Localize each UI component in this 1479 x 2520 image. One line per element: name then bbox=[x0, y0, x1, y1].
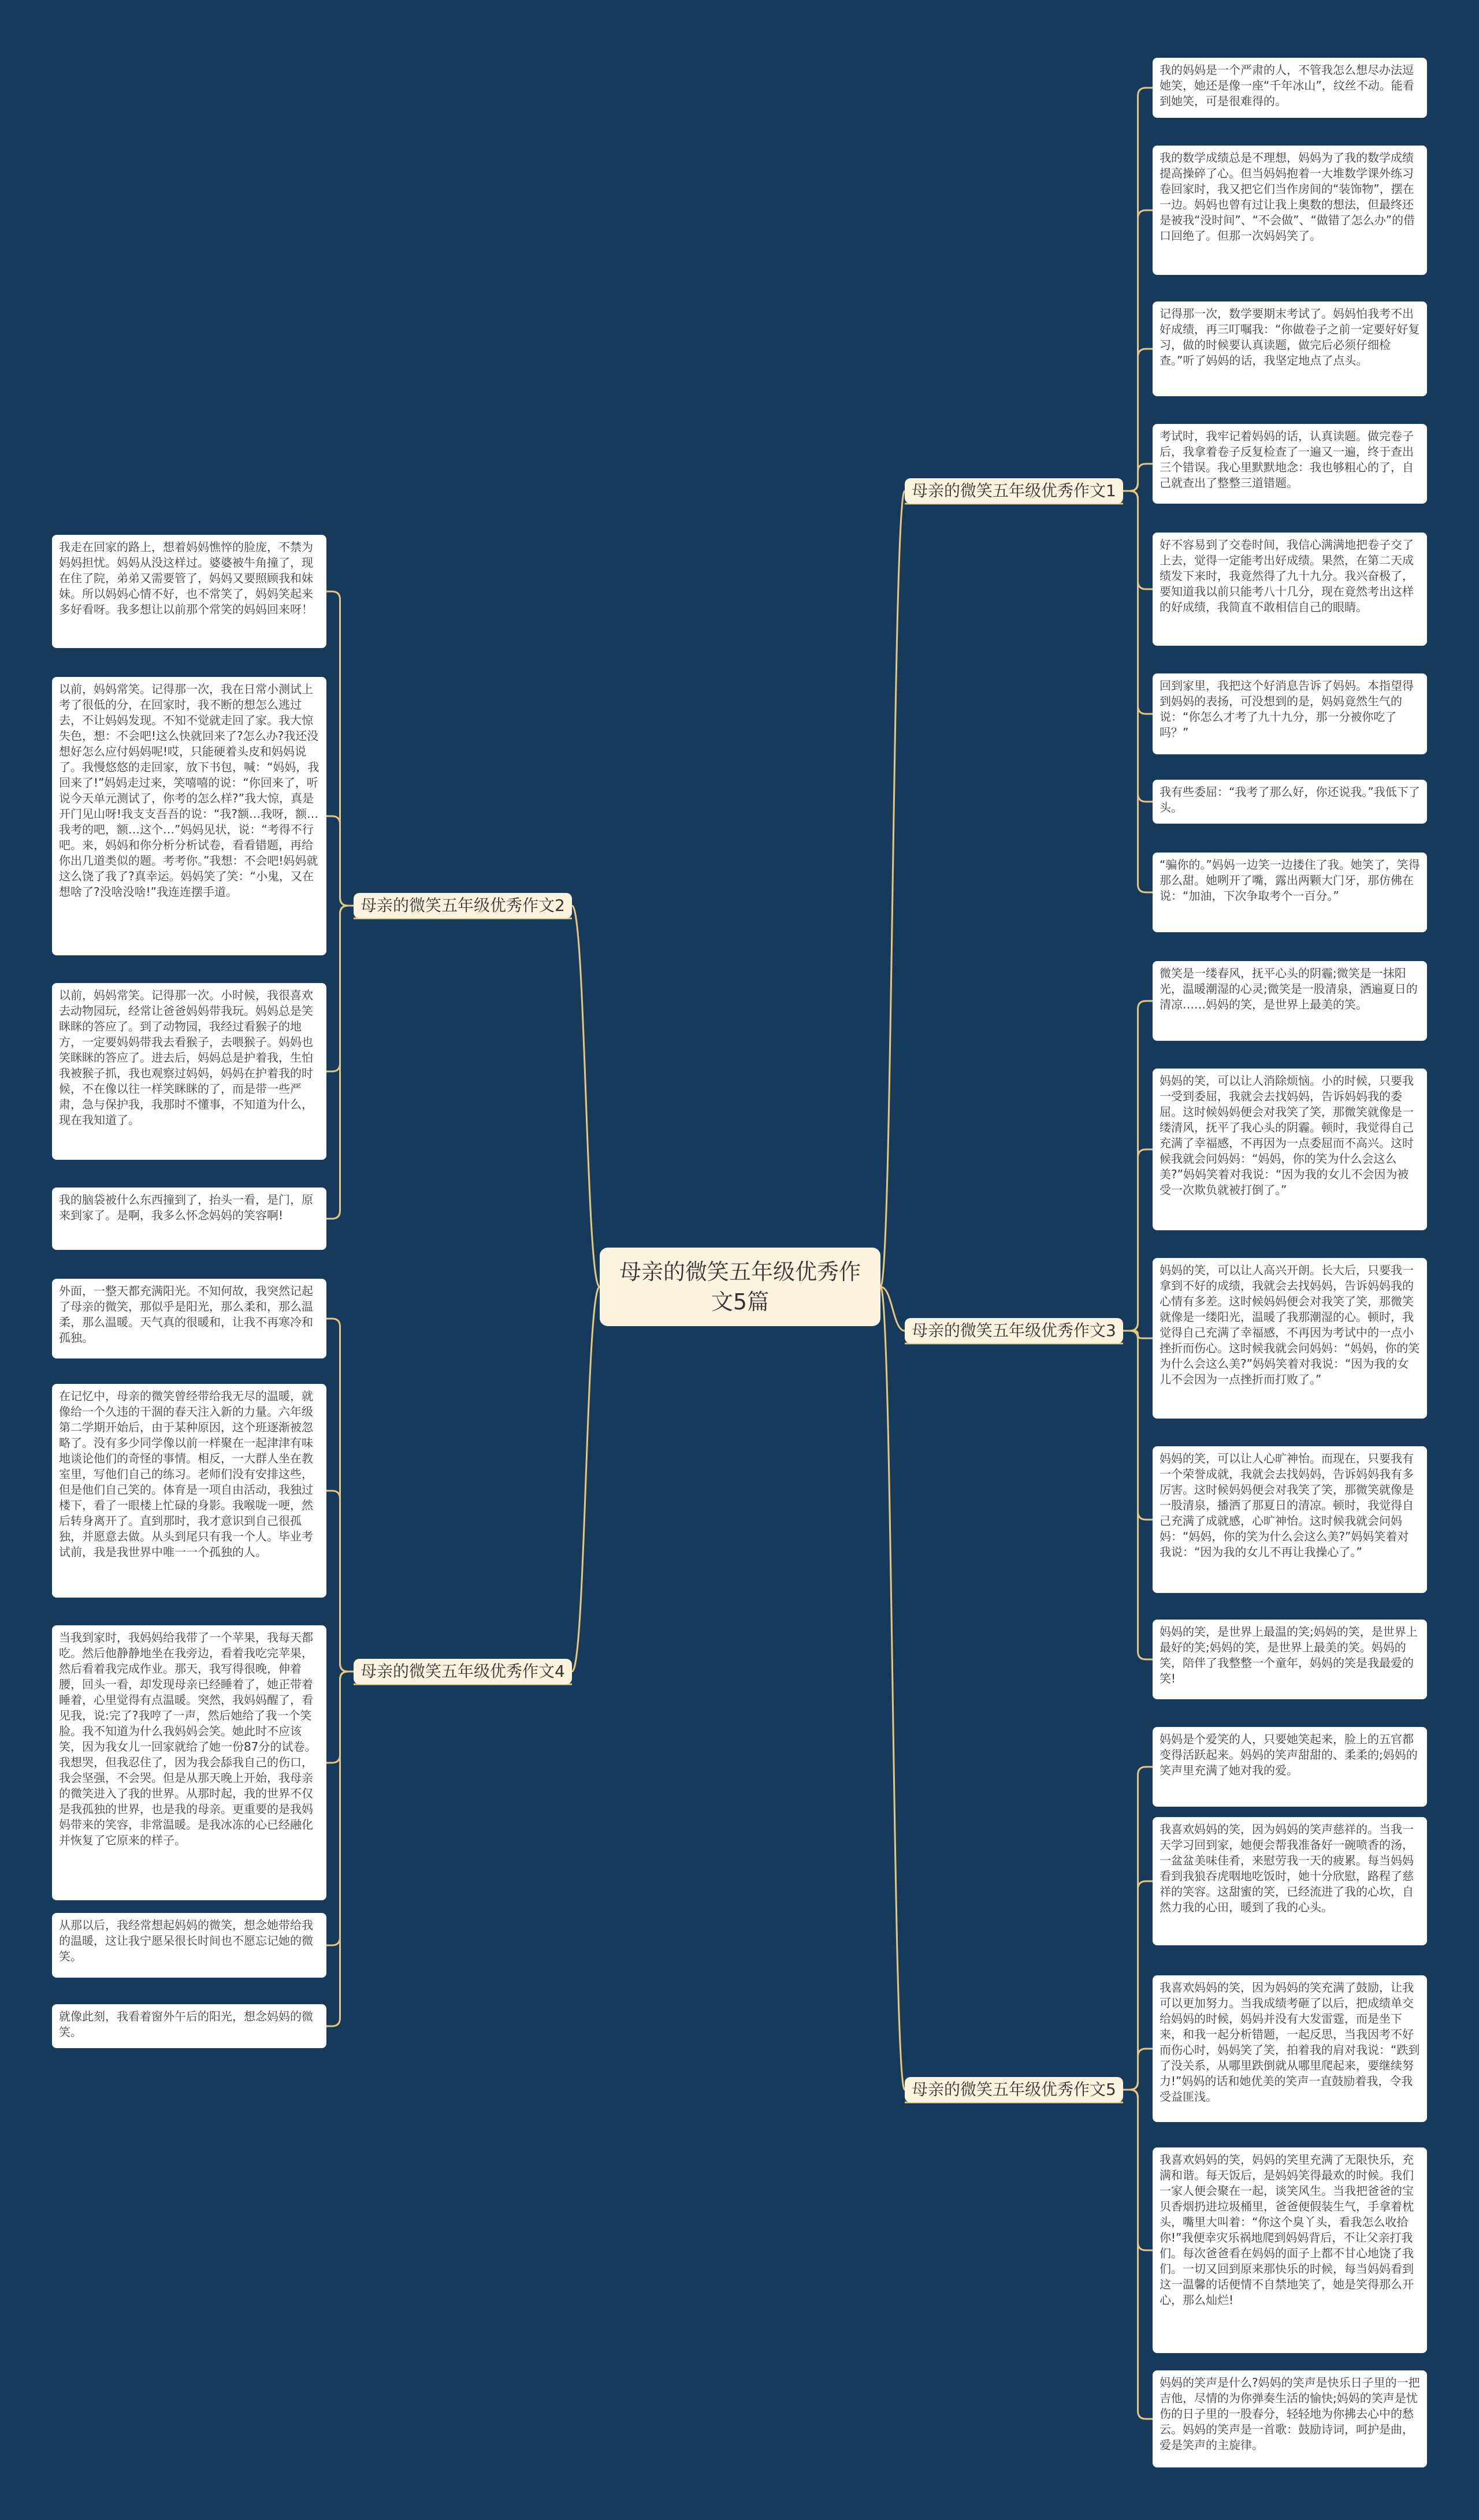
connector-branch-2-leaf-2 bbox=[326, 816, 354, 906]
connector-branch-1-leaf-4 bbox=[1123, 464, 1153, 491]
leaf-node-1-2[interactable] bbox=[1153, 146, 1427, 275]
leaf-text: 好不容易到了交卷时间，我信心满满地把卷子交了上去，觉得一定能考出好成绩。果然，在第二天成绩发下来时，我竟然得了九十九分。我兴奋极了，要知道我以前只能考八十几分，现在竟然考出这样的好成绩，我简直不敢相信自己的眼睛。 bbox=[1160, 538, 1414, 614]
branch-node-4[interactable] bbox=[354, 1659, 572, 1684]
connector-branch-4-leaf-5 bbox=[326, 1672, 354, 2026]
leaf-node-3-1[interactable] bbox=[1153, 961, 1427, 1041]
branch-label: 母亲的微笑五年级优秀作文3 bbox=[912, 1321, 1116, 1340]
leaf-node-2-2[interactable] bbox=[52, 677, 326, 955]
connector-branch-3-leaf-5 bbox=[1123, 1331, 1153, 1659]
leaf-text: 就像此刻，我看着窗外午后的阳光，想念妈妈的微笑。 bbox=[59, 2009, 313, 2039]
leaf-text: 我的数学成绩总是不理想，妈妈为了我的数学成绩提高操碎了心。但当妈妈抱着一大堆数学课外练习卷回家时，我又把它们当作房间的“装饰物”，摆在一边。妈妈也曾有过让我上奥数的想法，但最终还是被我“没时间”、“不会做”、“做错了怎么办”的借口回绝了。但那一次妈妈笑了。 bbox=[1160, 151, 1415, 243]
connector-root-branch-4 bbox=[572, 1287, 600, 1672]
leaf-node-4-3[interactable] bbox=[52, 1625, 326, 1900]
leaf-text: 我的妈妈是一个严肃的人，不管我怎么想尽办法逗她笑，她还是像一座“千年冰山”，纹丝不动。能看到她笑，可是很难得的。 bbox=[1160, 63, 1414, 108]
leaf-text: 回到家里，我把这个好消息告诉了妈妈。本指望得到妈妈的表扬，可没想到的是，妈妈竟然生气的说：“你怎么才考了九十九分，那一分被你吃了吗？” bbox=[1160, 679, 1414, 739]
leaf-text: 在记忆中，母亲的微笑曾经带给我无尽的温暖，就像给一个久违的干涸的春天注入新的力量。六年级第二学期开始后，由于某种原因，这个班逐渐被忽略了。没有多少同学像以前一样聚在一起津津有味地谈论他们的奇怪的事情。相反，一大群人坐在教室里，写他们自己的练习。老师们没有安排这些，但是他们自己笑的。体育是一项自由活动，我独过楼下，看了一眼楼上忙碌的身影。我喉咙一哽，然后转身离开了。直到那时，我才意识到自己很孤独，并愿意去做。从头到尾只有我一个人。毕业考试前，我是我世界中唯一一个孤独的人。 bbox=[59, 1389, 313, 1559]
leaf-text: 以前，妈妈常笑。记得那一次，我在日常小测试上考了很低的分，在回家时，我不断的想怎么逃过去，不让妈妈发现。不知不觉就走回了家。我大惊失色，想：不会吧!这么快就回来了?怎么办?我还没想好怎么应付妈妈呢!哎，只能硬着头皮和妈妈说了。我慢悠悠的走回家，放下书包，喊：“妈妈，我回来了!”妈妈走过来，笑嘻嘻的说：“你回来了，听说今天单元测试了，你考的怎么样?”我大惊，真是开门见山呀!我支支吾吾的说：“我?额…我呀，额…我考的吧，额…这个…”妈妈见状，说：“考得不行吧。来，妈妈和你分析分析试卷，看看错题，再给你出几道类似的题。考考你。”我想：不会吧!妈妈就这么饶了我了?真幸运。妈妈笑了笑：“小鬼，又在想啥了?没啥没啥!”我连连摆手道。 bbox=[59, 682, 319, 899]
leaf-text: 记得那一次，数学要期末考试了。妈妈怕我考不出好成绩，再三叮嘱我：“你做卷子之前一定要好好复习，做的时候要认真读题，做完后必须仔细检查。”听了妈妈的话，我坚定地点了点头。 bbox=[1160, 307, 1420, 367]
leaf-text: 妈妈的笑声是什么?妈妈的笑声是快乐日子里的一把吉他，尽情的为你弹奏生活的愉快;妈妈的笑声是忧伤的日子里的一股春分，轻轻地为你拂去心中的愁云。妈妈的笑声是一首歌：鼓励诗词，呵护是曲，爱是笑声的主旋律。 bbox=[1160, 2376, 1420, 2452]
connector-root-branch-5 bbox=[880, 1287, 905, 2090]
leaf-text: 我喜欢妈妈的笑，妈妈的笑里充满了无限快乐，充满和谐。每天饭后，是妈妈笑得最欢的时候。我们一家人便会聚在一起，谈笑风生。当我把爸爸的宝贝香烟扔进垃圾桶里，爸爸便假装生气，手拿着枕头，嘴里大叫着：“你这个臭丫头，看我怎么收拾你!”我便幸灾乐祸地爬到妈妈背后，不让父亲打我们。每次爸爸看在妈妈的面子上都不甘心地饶了我们。一切又回到原来那快乐的时候，每当妈妈看到这一温馨的话便情不自禁地笑了，她是笑得那么开心，那么灿烂! bbox=[1160, 2153, 1414, 2307]
leaf-text: 微笑是一缕春风，抚平心头的阴霾;微笑是一抹阳光，温暖潮湿的心灵;微笑是一股清泉，洒遍夏日的清凉……妈妈的笑，是世界上最美的笑。 bbox=[1160, 966, 1418, 1011]
leaf-text: 妈妈的笑，可以让人消除烦恼。小的时候，只要我一受到委屈，我就会去找妈妈，告诉妈妈我的委屈。这时候妈妈便会对我笑了笑，那微笑就像是一缕清风，抚平了我心头的阴霾。顿时，我觉得自己充满了幸福感，不再因为一点委屈而不高兴。这时候我就会问妈妈：“妈妈，你的笑为什么会这么美?”妈妈笑着对我说：“因为我的女儿不会因为被受一次欺负就被打倒了。” bbox=[1160, 1074, 1414, 1197]
leaf-text: “骗你的。”妈妈一边笑一边搂住了我。她笑了，笑得那么甜。她咧开了嘴，露出两颗大门牙，那仿佛在说：“加油，下次争取考个一百分。” bbox=[1160, 858, 1420, 903]
leaf-node-1-1[interactable] bbox=[1153, 58, 1427, 118]
leaf-node-1-7[interactable] bbox=[1153, 780, 1427, 824]
leaf-text: 当我到家时，我妈妈给我带了一个苹果，我每天都吃。然后他静静地坐在我旁边，看着我吃完苹果，然后看着我完成作业。那天，我写得很晚，伸着腰，回头一看，却发现母亲已经睡着了，她正带着睡着，心里觉得有点温暖。突然，我妈妈醒了，看见我，说:完了?我哼了一声，然后她给了我一个笑脸。我不知道为什么我妈妈会笑。她此时不应该笑，因为我女儿一回家就给了她一份87分的试卷。我想哭，但我忍住了，因为我会舔我自己的伤口，我会坚强，不会哭。但是从那天晚上开始，我母亲的微笑进入了我的世界。从那时起，我的世界不仅是我孤独的世界，也是我的母亲。更重要的是我妈妈带来的笑容，非常温暖。是我冰冻的心已经融化并恢复了它原来的样子。 bbox=[59, 1631, 317, 1847]
leaf-node-5-1[interactable] bbox=[1153, 1727, 1427, 1807]
branch-label: 母亲的微笑五年级优秀作文1 bbox=[912, 481, 1116, 500]
leaf-text: 我的脑袋被什么东西撞到了，抬头一看，是门，原来到家了。是啊，我多么怀念妈妈的笑容啊! bbox=[59, 1193, 313, 1222]
leaf-text: 妈妈的笑，是世界上最温的笑;妈妈的笑，是世界上最好的笑;妈妈的笑，是世界上最美的笑。妈妈的笑，陪伴了我整整一个童年，妈妈的笑是我最爱的笑! bbox=[1160, 1625, 1418, 1685]
leaf-node-4-4[interactable] bbox=[52, 1913, 326, 1978]
connector-branch-3-leaf-2 bbox=[1123, 1149, 1153, 1331]
leaf-text: 外面，一整天都充满阳光。不知何故，我突然记起了母亲的微笑，那似乎是阳光，那么柔和，那么温柔，那么温暖。天气真的很暖和，让我不再寒冷和孤独。 bbox=[59, 1284, 313, 1345]
leaf-node-1-8[interactable] bbox=[1153, 853, 1427, 932]
connector-root-branch-2 bbox=[572, 906, 600, 1287]
connector-branch-1-leaf-8 bbox=[1123, 491, 1153, 892]
branch-node-1[interactable] bbox=[905, 478, 1123, 504]
leaf-node-1-6[interactable] bbox=[1153, 673, 1427, 754]
branch-node-5[interactable] bbox=[905, 2077, 1123, 2102]
leaf-node-1-3[interactable] bbox=[1153, 301, 1427, 396]
leaf-node-2-4[interactable] bbox=[52, 1188, 326, 1250]
root-title: 母亲的微笑五年级优秀作文5篇 bbox=[619, 1259, 861, 1315]
leaf-text: 我走在回家的路上，想着妈妈憔悴的脸庞，不禁为妈妈担忧。妈妈从没这样过。婆婆被牛角撞了，现在住了院，弟弟又需要管了，妈妈又要照顾我和妹妹。所以妈妈心情不好，也不常笑了，妈妈笑起来多好看呀。我多想让以前那个常笑的妈妈回来呀！ bbox=[59, 540, 313, 616]
leaf-node-4-2[interactable] bbox=[52, 1384, 326, 1598]
root-node[interactable] bbox=[600, 1248, 880, 1326]
leaf-text: 我有些委屈：“我考了那么好，你还说我。”我低下了头。 bbox=[1160, 785, 1420, 814]
branch-label: 母亲的微笑五年级优秀作文2 bbox=[361, 896, 565, 915]
leaf-node-1-5[interactable] bbox=[1153, 533, 1427, 646]
connector-branch-4-leaf-2 bbox=[326, 1491, 354, 1672]
leaf-text: 我喜欢妈妈的笑，因为妈妈的笑充满了鼓励，让我可以更加努力。当我成绩考砸了以后，把成绩单交给妈妈的时候，妈妈并没有大发雷霆，而是坐下来，和我一起分析错题，一起反思，当我因考不好而伤心时，妈妈笑了笑，拍着我的肩对我说：“跌到了没关系，从哪里跌倒就从哪里爬起来，要继续努力!”妈妈的话和她优美的笑声一直鼓励着我，令我受益匪浅。 bbox=[1160, 1981, 1420, 2104]
leaf-node-3-5[interactable] bbox=[1153, 1620, 1427, 1699]
leaf-node-4-1[interactable] bbox=[52, 1279, 326, 1358]
leaf-node-5-5[interactable] bbox=[1153, 2370, 1427, 2467]
connector-root-branch-1 bbox=[880, 491, 905, 1287]
leaf-node-3-3[interactable] bbox=[1153, 1258, 1427, 1419]
branch-node-2[interactable] bbox=[354, 893, 572, 918]
leaf-text: 我喜欢妈妈的笑，因为妈妈的笑声慈祥的。当我一天学习回到家，她便会帮我准备好一碗喷香的汤，一盆盆美味佳肴，来慰劳我一天的疲累。每当妈妈看到我狼吞虎咽地吃饭时，她十分欣慰，路程了慈祥的笑容。这甜蜜的笑，已经流进了我的心坎，自然力我的心田，暖到了我的心头。 bbox=[1160, 1822, 1414, 1914]
leaf-text: 考试时，我牢记着妈妈的话，认真读题。做完卷子后，我拿着卷子反复检查了一遍又一遍，终于查出三个错误。我心里默默地念：我也够粗心的了，自己就查出了整整三道错题。 bbox=[1160, 429, 1414, 490]
leaf-text: 妈妈的笑，可以让人高兴开朗。长大后，只要我一拿到不好的成绩，我就会去找妈妈，告诉妈妈我的心情有多差。这时候妈妈便会对我笑了笑，那微笑就像是一缕阳光，温暖了我那潮湿的心。顿时，我觉得自己充满了幸福感，不再因为考试中的一点小挫折而伤心。这时候我就会问妈妈：“妈妈，你的笑为什么会这么美?”妈妈笑着对我说：“因为我的女儿不会因为一点挫折而打败了。” bbox=[1160, 1263, 1420, 1386]
connector-branch-5-leaf-3 bbox=[1123, 2049, 1153, 2090]
leaf-node-5-2[interactable] bbox=[1153, 1817, 1427, 1945]
leaf-node-3-2[interactable] bbox=[1153, 1069, 1427, 1230]
branch-label: 母亲的微笑五年级优秀作文5 bbox=[912, 2080, 1116, 2099]
leaf-text: 以前，妈妈常笑。记得那一次。小时候，我很喜欢去动物园玩，经常让爸爸妈妈带我玩。妈妈总是笑眯眯的答应了。到了动物园，我经过看猴子的地方，一定要妈妈带我去看猴子，去喂猴子。妈妈也笑眯眯的答应了。进去后，妈妈总是护着我，生怕我被猴子抓，我也观察过妈妈，妈妈在护着我的时候，不在像以往一样笑眯眯的了，而是带一些严肃，急与保护我，我那时不懂事，不知道为什么，现在我知道了。 bbox=[59, 988, 313, 1127]
leaf-node-5-4[interactable] bbox=[1153, 2147, 1427, 2353]
leaf-node-2-3[interactable] bbox=[52, 983, 326, 1160]
branch-node-3[interactable] bbox=[905, 1318, 1123, 1343]
leaf-node-3-4[interactable] bbox=[1153, 1446, 1427, 1593]
leaf-node-4-5[interactable] bbox=[52, 2004, 326, 2048]
leaf-text: 从那以后，我经常想起妈妈的微笑，想念她带给我的温暖，这让我宁愿呆很长时间也不愿忘记她的微笑。 bbox=[59, 1918, 313, 1963]
leaf-text: 妈妈的笑，可以让人心旷神怡。而现在，只要我有一个荣誉成就，我就会去找妈妈，告诉妈妈我有多厉害。这时候妈妈便会对我笑了笑，那微笑就像是一股清泉，播洒了那夏日的清凉。顿时，我觉得自己充满了成就感，心旷神怡。这时候我就会问妈妈：“妈妈，你的笑为什么会这么美?”妈妈笑着对我说：“因为我的女儿不再让我操心了。” bbox=[1160, 1451, 1414, 1559]
leaf-node-5-3[interactable] bbox=[1153, 1975, 1427, 2122]
connector-branch-5-leaf-5 bbox=[1123, 2090, 1153, 2419]
leaf-node-2-1[interactable] bbox=[52, 535, 326, 648]
branch-label: 母亲的微笑五年级优秀作文4 bbox=[361, 1662, 565, 1681]
leaf-node-1-4[interactable] bbox=[1153, 424, 1427, 504]
connector-branch-2-leaf-4 bbox=[326, 906, 354, 1219]
leaf-text: 妈妈是个爱笑的人，只要她笑起来，脸上的五官都变得活跃起来。妈妈的笑声甜甜的、柔柔的;妈妈的笑声里充满了她对我的爱。 bbox=[1160, 1732, 1418, 1777]
